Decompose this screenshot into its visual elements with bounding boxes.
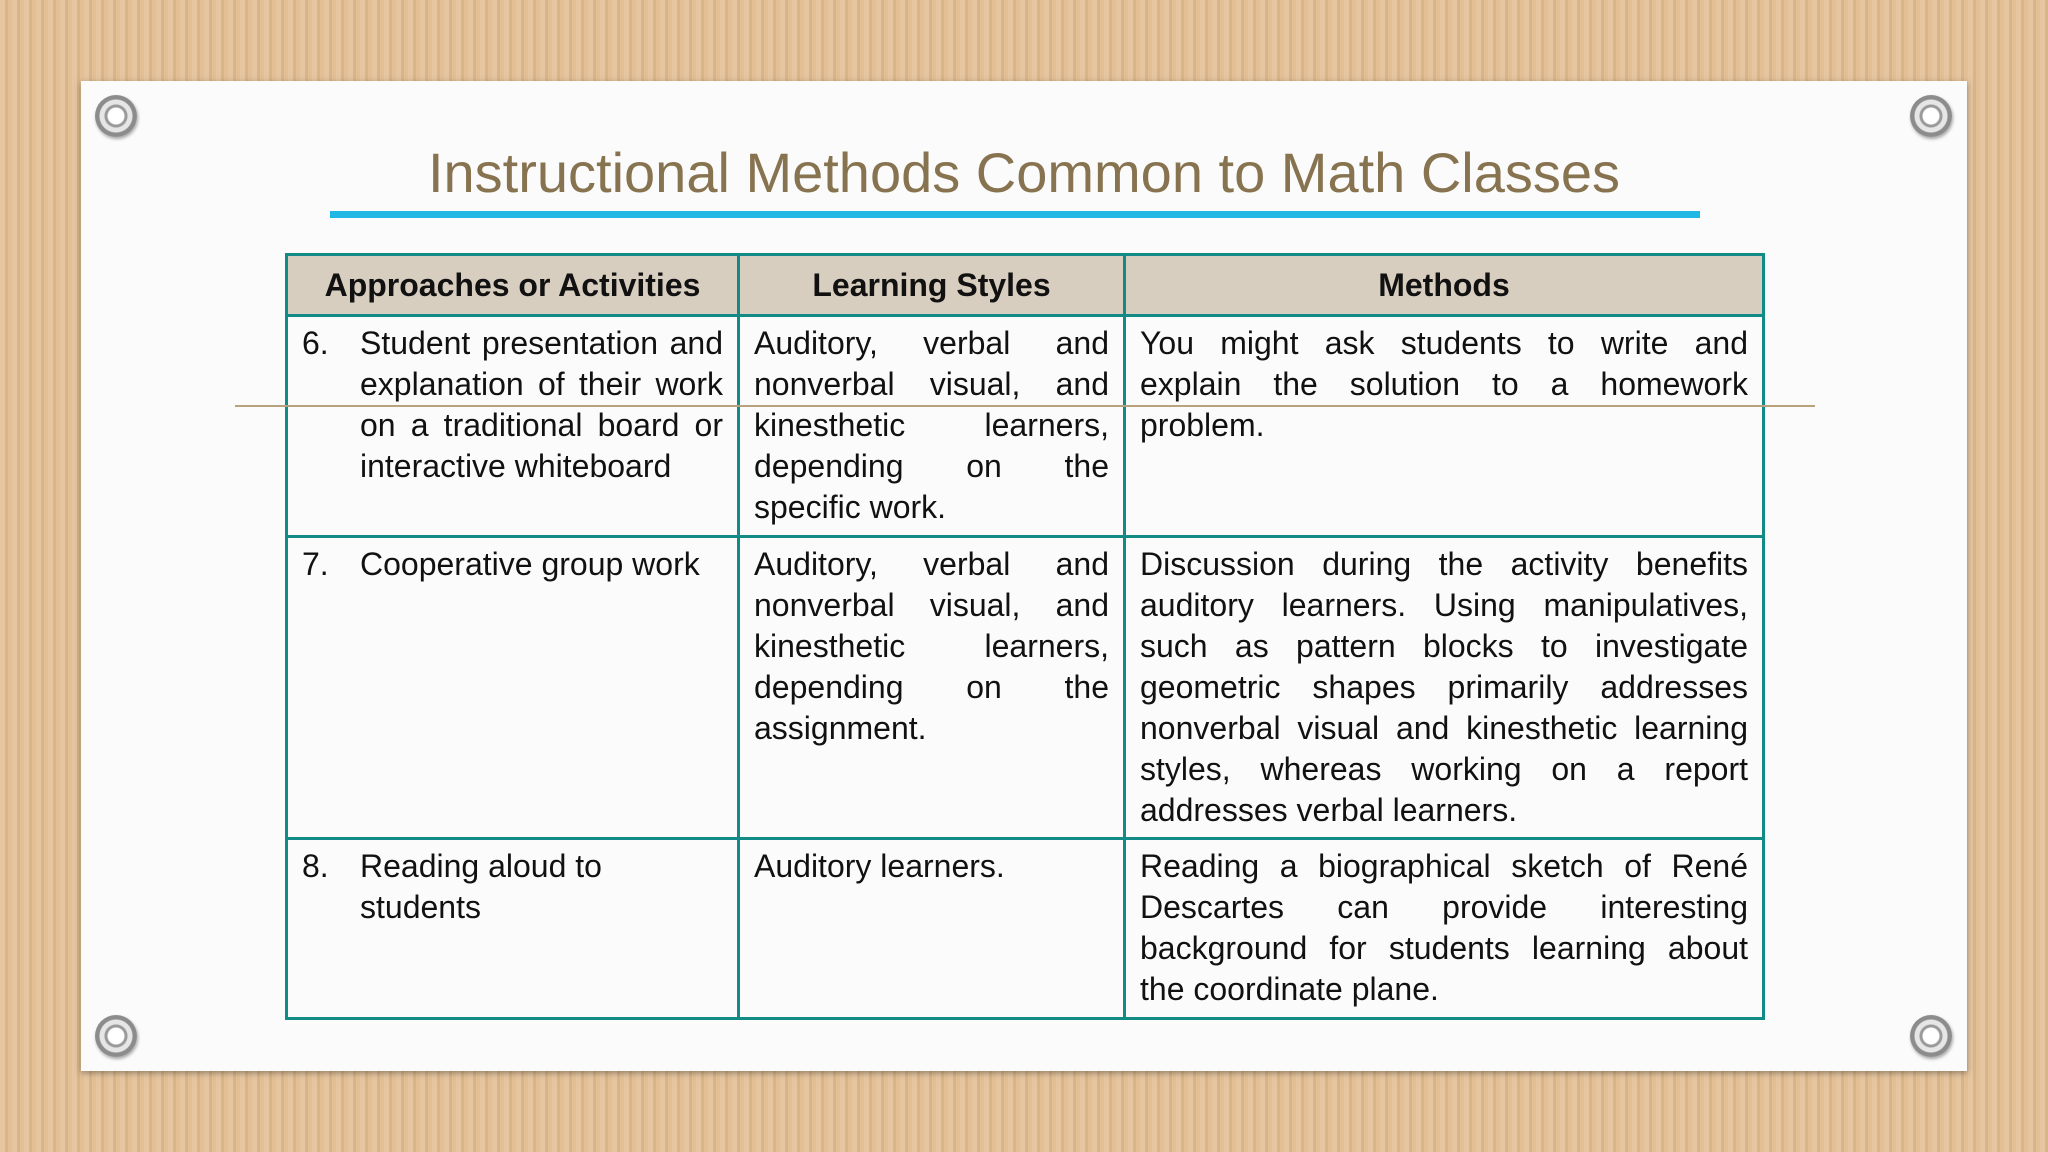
header-learning-styles: Learning Styles [739, 255, 1125, 316]
approach-text: Reading aloud to students [360, 848, 602, 925]
learning-styles-cell: Auditory learners. [739, 839, 1125, 1019]
screw-bottom-left-icon [95, 1015, 137, 1057]
row-number: 8. [302, 848, 329, 884]
methods-cell: Reading a biographical sketch of René Descartes can provide interesting background for students learning about the coordinate plane. [1125, 839, 1764, 1019]
screw-bottom-right-icon [1910, 1015, 1952, 1057]
table-row [287, 839, 1764, 1019]
learning-styles-cell: Auditory, verbal and nonverbal visual, and kinesthetic learners, depending on the assignment. [739, 537, 1125, 839]
header-approaches: Approaches or Activities [287, 255, 739, 316]
approach-cell [287, 537, 739, 839]
methods-cell: You might ask students to write and explain the solution to a homework problem. [1125, 316, 1764, 537]
table-header-row [287, 255, 1764, 316]
row-number: 7. [302, 546, 329, 582]
approach-text: Student presentation and explanation of their work on a traditional board or interactive whiteboard [360, 325, 723, 484]
slide-title: Instructional Methods Common to Math Classes [427, 141, 1621, 204]
methods-table [285, 253, 1765, 1020]
approach-text: Cooperative group work [360, 546, 700, 582]
title-underline [330, 211, 1700, 218]
approach-cell [287, 839, 739, 1019]
methods-cell: Discussion during the activity benefits auditory learners. Using manipulatives, such as pattern blocks to investigate geometric shapes primarily addresses nonverbal visual and kinesthetic learning styles, whereas working on a report addresses verbal learners. [1125, 537, 1764, 839]
approach-cell [287, 316, 739, 537]
learning-styles-cell: Auditory, verbal and nonverbal visual, and kinesthetic learners, depending on the specific work. [739, 316, 1125, 537]
screw-top-left-icon [95, 95, 137, 137]
screw-top-right-icon [1910, 95, 1952, 137]
header-methods: Methods [1125, 255, 1764, 316]
decorative-rule [235, 405, 1815, 407]
table-row [287, 537, 1764, 839]
row-number: 6. [302, 325, 329, 361]
table-row [287, 316, 1764, 537]
